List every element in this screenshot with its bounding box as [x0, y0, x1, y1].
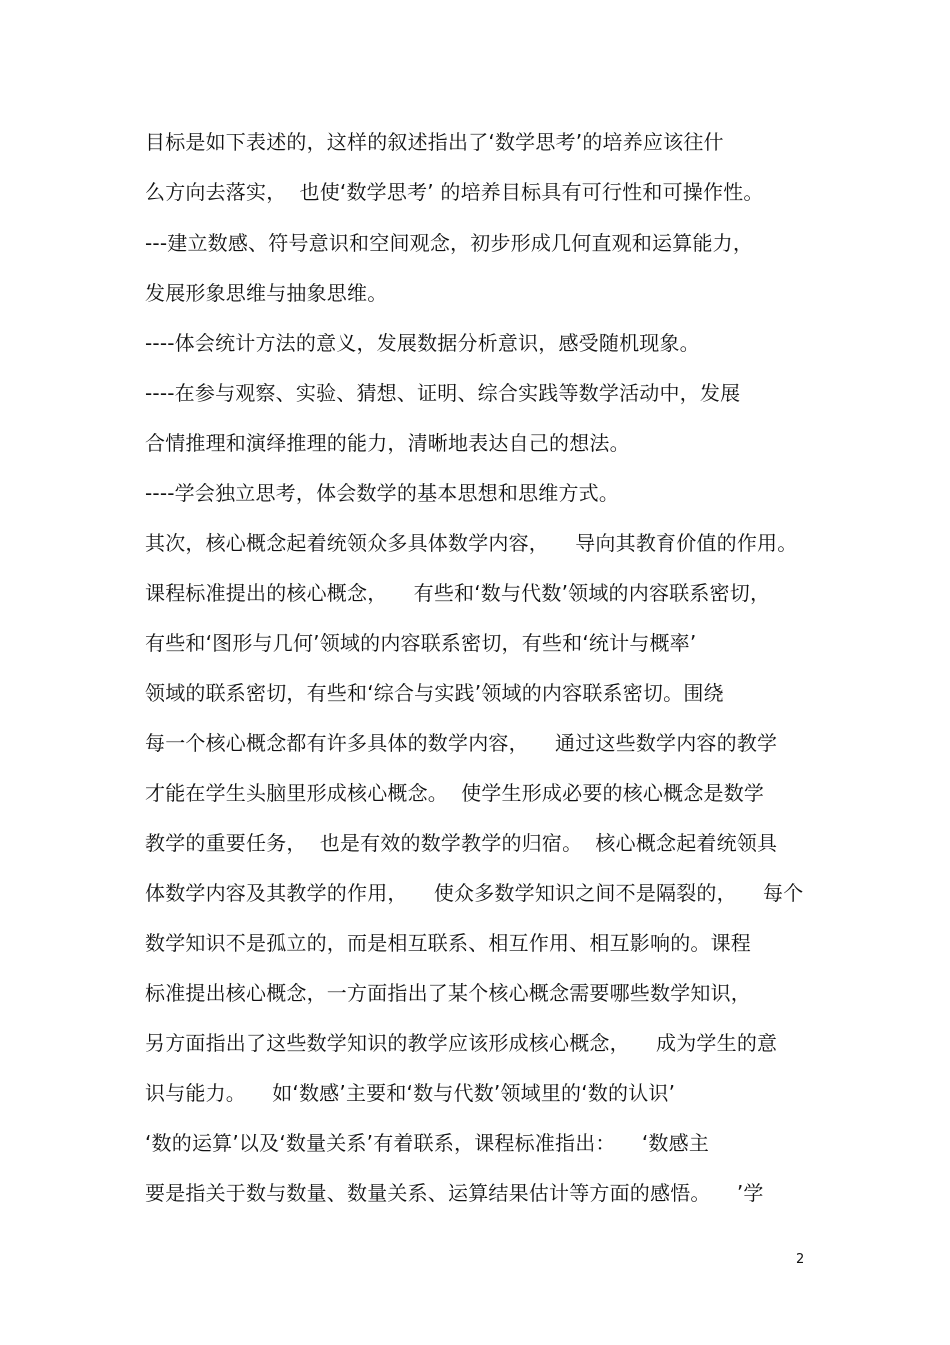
text-line: 目标是如下表述的，这样的叙述指出了‘数学思考’的培养应该往什 [145, 130, 724, 154]
page-number: 2 [796, 1252, 805, 1267]
text-line: 标准提出核心概念，一方面指出了某个核心概念需要哪些数学知识， [145, 981, 751, 1005]
text-line: 每一个核心概念都有许多具体的数学内容， 通过这些数学内容的教学 [145, 731, 778, 755]
text-line: 其次，核心概念起着统领众多具体数学内容， 导向其教育价值的作用。 [145, 531, 798, 555]
text-line: 要是指关于数与数量、数量关系、运算结果估计等方面的感悟。 ’学 [145, 1181, 764, 1205]
text-line: 课程标准提出的核心概念， 有些和‘数与代数’领域的内容联系密切， [145, 581, 771, 605]
text-line: 另方面指出了这些数学知识的教学应该形成核心概念， 成为学生的意 [145, 1031, 778, 1055]
text-line: 数学知识不是孤立的，而是相互联系、相互作用、相互影响的。课程 [145, 931, 751, 955]
text-line: 合情推理和演绎推理的能力，清晰地表达自己的想法。 [145, 431, 630, 455]
text-line: ---建立数感、符号意识和空间观念，初步形成几何直观和运算能力， [145, 231, 754, 255]
text-line: 才能在学生头脑里形成核心概念。 使学生形成必要的核心概念是数学 [145, 781, 765, 805]
text-line: 教学的重要任务， 也是有效的数学教学的归宿。 核心概念起着统领具 [145, 831, 778, 855]
text-line: 发展形象思维与抽象思维。 [145, 281, 388, 305]
text-line: 识与能力。 如‘数感’主要和‘数与代数’领域里的‘数的认识’ [145, 1081, 676, 1105]
text-line: 有些和‘图形与几何’领域的内容联系密切，有些和‘统计与概率’ [145, 631, 697, 655]
text-line: 么方向去落实， 也使‘数学思考’ 的培养目标具有可行性和可操作性。 [145, 180, 764, 204]
text-line: ----体会统计方法的意义，发展数据分析意识，感受随机现象。 [145, 331, 700, 355]
text-line: ‘数的运算’以及‘数量关系’有着联系，课程标准指出： ‘数感主 [145, 1131, 710, 1155]
text-line: 领域的联系密切，有些和‘综合与实践’领域的内容联系密切。围绕 [145, 681, 724, 705]
text-line: 体数学内容及其教学的作用， 使众多数学知识之间不是隔裂的， 每个 [145, 881, 804, 905]
text-line: ----在参与观察、实验、猜想、证明、综合实践等数学活动中，发展 [145, 381, 741, 405]
text-line: ----学会独立思考，体会数学的基本思想和思维方式。 [145, 481, 620, 505]
